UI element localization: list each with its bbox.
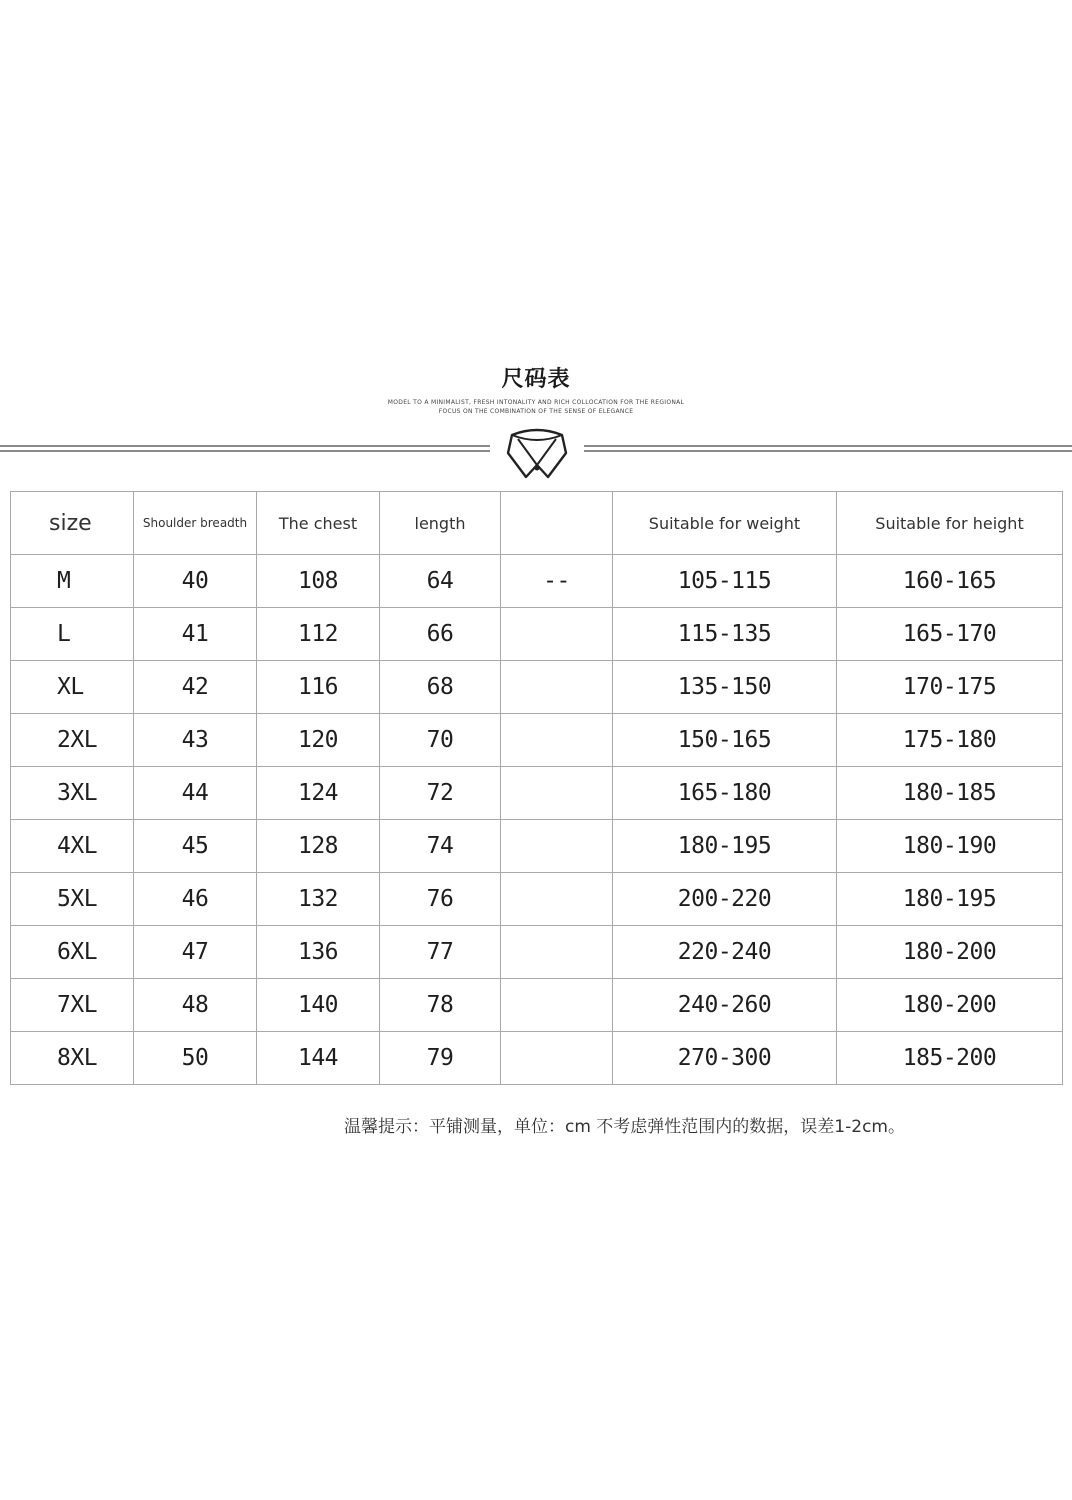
cell-height: 180-200 <box>837 926 1063 979</box>
cell-shoulder: 44 <box>134 767 257 820</box>
cell-length: 77 <box>380 926 501 979</box>
table-row <box>11 873 1063 926</box>
cell-size: L <box>11 608 134 661</box>
header-height: Suitable for height <box>837 492 1063 555</box>
divider-right <box>584 445 1072 452</box>
cell-height: 160-165 <box>837 555 1063 608</box>
cell-size: 4XL <box>11 820 134 873</box>
shirt-collar-icon <box>504 425 570 483</box>
cell-chest: 120 <box>257 714 380 767</box>
page-title: 尺码表 <box>501 367 571 392</box>
cell-shoulder: 43 <box>134 714 257 767</box>
header-blank <box>501 492 613 555</box>
table-row <box>11 820 1063 873</box>
cell-height: 180-190 <box>837 820 1063 873</box>
cell-extra <box>501 661 613 714</box>
cell-extra <box>501 873 613 926</box>
cell-chest: 140 <box>257 979 380 1032</box>
cell-size: 6XL <box>11 926 134 979</box>
cell-length: 64 <box>380 555 501 608</box>
cell-shoulder: 46 <box>134 873 257 926</box>
cell-shoulder: 47 <box>134 926 257 979</box>
cell-extra <box>501 1032 613 1085</box>
table-header-row <box>11 492 1063 555</box>
cell-shoulder: 40 <box>134 555 257 608</box>
cell-chest: 136 <box>257 926 380 979</box>
cell-extra <box>501 820 613 873</box>
cell-shoulder: 48 <box>134 979 257 1032</box>
cell-chest: 132 <box>257 873 380 926</box>
cell-shoulder: 42 <box>134 661 257 714</box>
cell-length: 78 <box>380 979 501 1032</box>
cell-height: 180-195 <box>837 873 1063 926</box>
cell-size: 2XL <box>11 714 134 767</box>
cell-weight: 200-220 <box>613 873 837 926</box>
cell-weight: 240-260 <box>613 979 837 1032</box>
cell-shoulder: 45 <box>134 820 257 873</box>
cell-weight: 270-300 <box>613 1032 837 1085</box>
cell-shoulder: 41 <box>134 608 257 661</box>
cell-height: 170-175 <box>837 661 1063 714</box>
cell-extra <box>501 767 613 820</box>
table-row <box>11 661 1063 714</box>
cell-height: 165-170 <box>837 608 1063 661</box>
cell-height: 180-200 <box>837 979 1063 1032</box>
cell-height: 180-185 <box>837 767 1063 820</box>
cell-weight: 105-115 <box>613 555 837 608</box>
divider-left <box>0 445 490 452</box>
cell-chest: 128 <box>257 820 380 873</box>
cell-chest: 144 <box>257 1032 380 1085</box>
cell-size: 3XL <box>11 767 134 820</box>
cell-weight: 180-195 <box>613 820 837 873</box>
cell-length: 66 <box>380 608 501 661</box>
header-shoulder-breadth: Shoulder breadth <box>134 492 257 555</box>
table-row <box>11 608 1063 661</box>
cell-extra <box>501 926 613 979</box>
table-row <box>11 555 1063 608</box>
cell-size: M <box>11 555 134 608</box>
cell-extra <box>501 714 613 767</box>
cell-extra <box>501 979 613 1032</box>
cell-length: 76 <box>380 873 501 926</box>
size-table <box>10 491 1063 1085</box>
cell-weight: 165-180 <box>613 767 837 820</box>
cell-size: XL <box>11 661 134 714</box>
cell-length: 70 <box>380 714 501 767</box>
table-row <box>11 926 1063 979</box>
cell-extra <box>501 608 613 661</box>
cell-extra: -- <box>501 555 613 608</box>
cell-chest: 108 <box>257 555 380 608</box>
measurement-note: 温馨提示：平铺测量，单位：cm 不考虑弹性范围内的数据，误差1-2cm。 <box>344 1117 905 1137</box>
header-weight: Suitable for weight <box>613 492 837 555</box>
cell-weight: 135-150 <box>613 661 837 714</box>
cell-shoulder: 50 <box>134 1032 257 1085</box>
cell-size: 5XL <box>11 873 134 926</box>
cell-length: 72 <box>380 767 501 820</box>
header-length: length <box>380 492 501 555</box>
table-row <box>11 714 1063 767</box>
cell-weight: 220-240 <box>613 926 837 979</box>
cell-length: 79 <box>380 1032 501 1085</box>
cell-chest: 124 <box>257 767 380 820</box>
cell-length: 68 <box>380 661 501 714</box>
cell-size: 7XL <box>11 979 134 1032</box>
cell-chest: 116 <box>257 661 380 714</box>
table-row <box>11 1032 1063 1085</box>
table-row <box>11 767 1063 820</box>
header-size: size <box>11 492 134 555</box>
cell-chest: 112 <box>257 608 380 661</box>
cell-weight: 150-165 <box>613 714 837 767</box>
cell-height: 175-180 <box>837 714 1063 767</box>
cell-height: 185-200 <box>837 1032 1063 1085</box>
subtitle-line-2: FOCUS ON THE COMBINATION OF THE SENSE OF ELEGANCE <box>438 408 634 415</box>
subtitle-line-1: MODEL TO A MINIMALIST, FRESH INTONALITY AND RICH COLLOCATION FOR THE REGIONAL <box>387 399 685 406</box>
cell-size: 8XL <box>11 1032 134 1085</box>
cell-length: 74 <box>380 820 501 873</box>
header-chest: The chest <box>257 492 380 555</box>
table-row <box>11 979 1063 1032</box>
cell-weight: 115-135 <box>613 608 837 661</box>
